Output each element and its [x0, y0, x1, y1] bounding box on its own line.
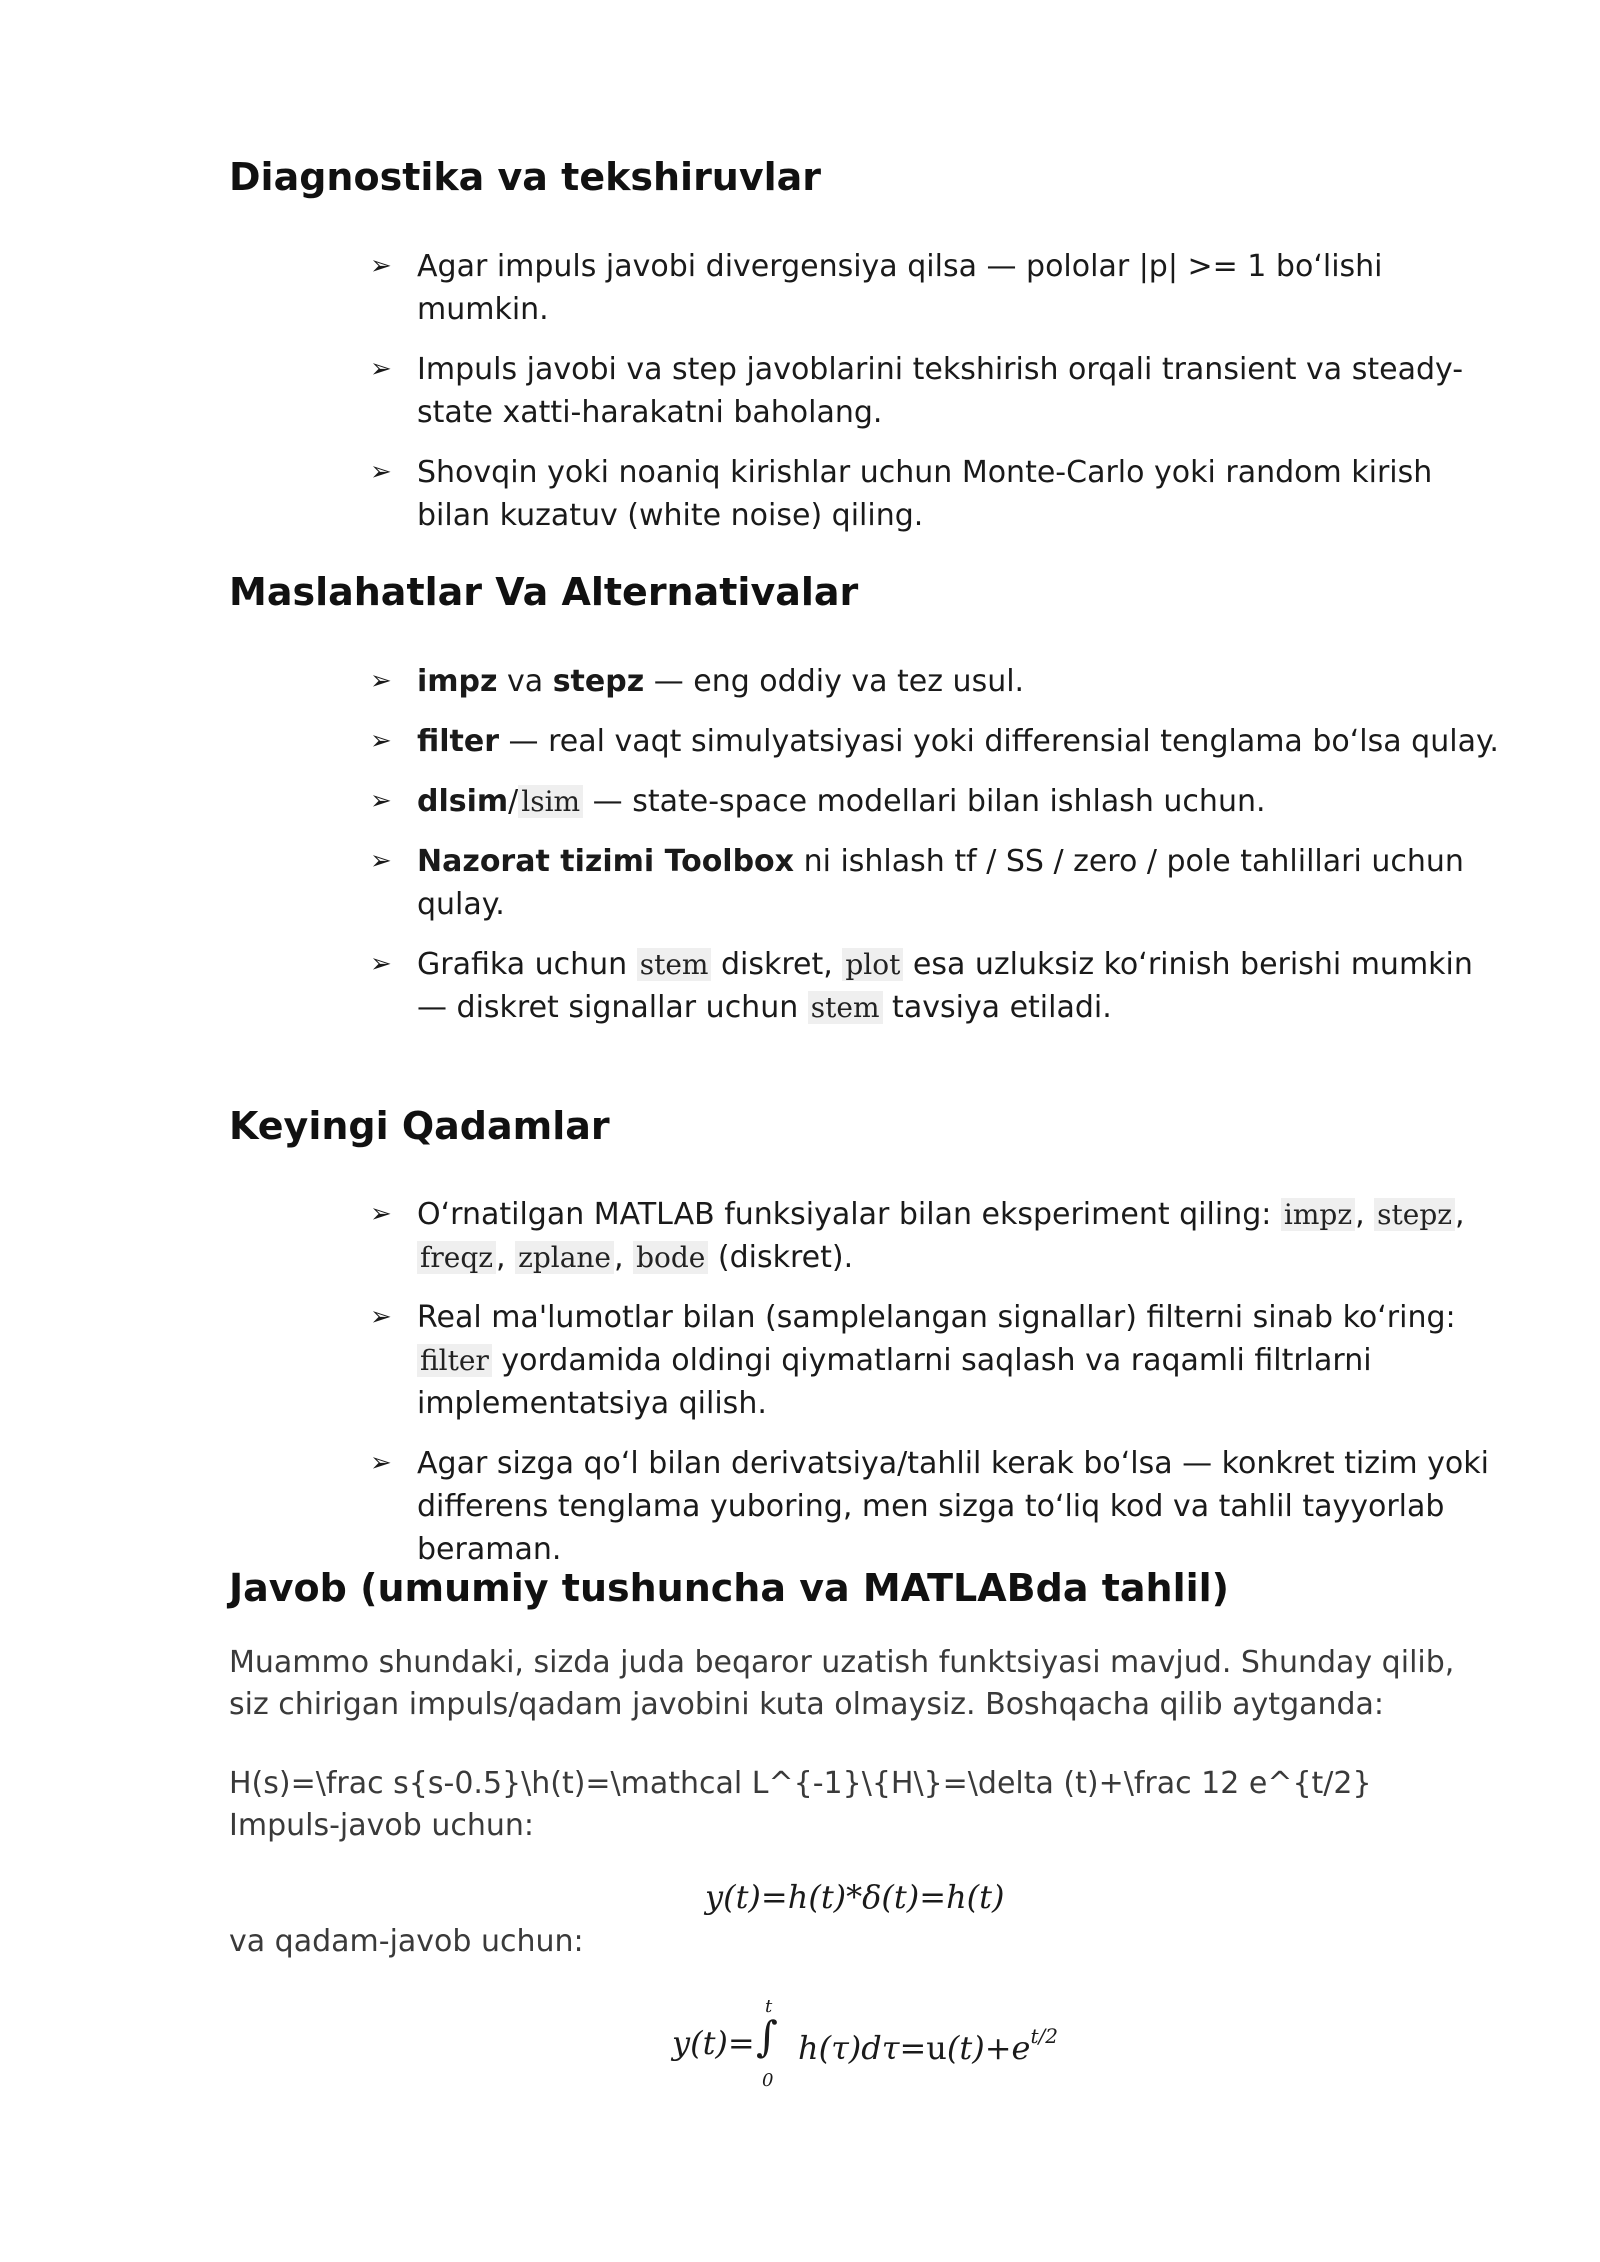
- arrow-bullet-icon: ➢: [370, 1199, 392, 1229]
- javob-intro: Muammo shundaki, sizda juda beqaror uzatish funktsiyasi mavjud. Shunday qilib, siz chirigan impuls/qadam javobini kuta olmaysiz. Boshqacha qilib aytganda:: [229, 1645, 1455, 1722]
- impulse-label: Impuls-javob uchun:: [229, 1808, 534, 1843]
- arrow-bullet-icon: ➢: [370, 846, 392, 876]
- arrow-bullet-icon: ➢: [370, 354, 392, 384]
- arrow-bullet-icon: ➢: [370, 666, 392, 696]
- section-title-javob: Javob (umumiy tushuncha va MATLABda tahlil): [229, 1566, 1230, 1610]
- step-label: va qadam-javob uchun:: [229, 1924, 584, 1959]
- code-inline: stepz: [1374, 1198, 1455, 1231]
- list-item: ➢ O‘rnatilgan MATLAB funksiyalar bilan eksperiment qiling: impz , stepz , freqz , zplane , bode (diskret).: [360, 1193, 1500, 1279]
- section-title-diagnostika: Diagnostika va tekshiruvlar: [229, 155, 822, 199]
- impulse-formula: y(t)=h(t)*δ(t)=h(t): [705, 1878, 1005, 1916]
- code-inline: impz: [1281, 1198, 1355, 1231]
- code-inline: bode: [633, 1241, 708, 1274]
- code-inline: zplane: [515, 1241, 614, 1274]
- section-title-keyingi: Keyingi Qadamlar: [229, 1104, 610, 1148]
- list-item: ➢ Shovqin yoki noaniq kirishlar uchun Monte-Carlo yoki random kirish bilan kuzatuv (white noise) qiling.: [360, 451, 1500, 537]
- keyingi-list: [360, 1193, 1500, 1588]
- list-item: ➢ Real ma'lumotlar bilan (samplelangan signallar) filterni sinab ko‘ring: filter yordamida oldingi qiymatlarni saqlash va raqamli filtrlarni implementatsiya qilish.: [360, 1296, 1500, 1425]
- section-title-maslahatlar: Maslahatlar Va Alternativalar: [229, 570, 859, 614]
- arrow-bullet-icon: ➢: [370, 1448, 392, 1478]
- code-inline: lsim: [518, 785, 583, 818]
- arrow-bullet-icon: ➢: [370, 251, 392, 281]
- list-item: ➢ Nazorat tizimi Toolbox ni ishlash tf / SS / zero / pole tahlillari uchun qulay.: [360, 840, 1500, 926]
- code-inline: filter: [417, 1344, 492, 1377]
- arrow-bullet-icon: ➢: [370, 457, 392, 487]
- code-inline: stem: [808, 991, 883, 1024]
- diagnostika-list: [360, 245, 1500, 554]
- list-item: ➢ Grafika uchun stem diskret, plot esa uzluksiz ko‘rinish berishi mumkin — diskret signallar uchun stem tavsiya etiladi.: [360, 943, 1500, 1029]
- list-item: ➢ impz va stepz — eng oddiy va tez usul.: [360, 660, 1500, 703]
- code-inline: stem: [637, 948, 712, 981]
- integral-sign-icon: ∫: [756, 2012, 778, 2061]
- step-formula-rhs: $h(\tau)d\tau=u(t)+e^{t/2}$: [798, 2024, 1058, 2067]
- list-item: ➢ Agar impuls javobi divergensiya qilsa — pololar |p| >= 1 bo‘lishi mumkin.: [360, 245, 1500, 331]
- list-item: ➢ dlsim/ lsim — state-space modellari bilan ishlash uchun.: [360, 780, 1500, 823]
- arrow-bullet-icon: ➢: [370, 1302, 392, 1332]
- integral-lower-limit: 0: [762, 2070, 774, 2091]
- arrow-bullet-icon: ➢: [370, 786, 392, 816]
- arrow-bullet-icon: ➢: [370, 726, 392, 756]
- latex-source-line: H(s)=\frac s{s-0.5}\h(t)=\mathcal L^{-1}\{H\}=\delta (t)+\frac 12 e^{t/2}: [229, 1766, 1372, 1801]
- list-item: ➢ Agar sizga qo‘l bilan derivatsiya/tahlil kerak bo‘lsa — konkret tizim yoki differens tenglama yuboring, men sizga to‘liq kod va tahlil tayyorlab beraman.: [360, 1442, 1500, 1571]
- list-item: ➢ Impuls javobi va step javoblarini tekshirish orqali transient va steady-state xatti-harakatni baholang.: [360, 348, 1500, 434]
- list-item: ➢ filter — real vaqt simulyatsiyasi yoki differensial tenglama bo‘lsa qulay.: [360, 720, 1500, 763]
- maslahatlar-list: [360, 660, 1500, 1046]
- code-inline: plot: [842, 948, 903, 981]
- step-formula-lhs: y(t)=: [672, 2024, 755, 2062]
- integral-upper-limit: t: [765, 1996, 773, 2017]
- arrow-bullet-icon: ➢: [370, 949, 392, 979]
- code-inline: freqz: [417, 1241, 496, 1274]
